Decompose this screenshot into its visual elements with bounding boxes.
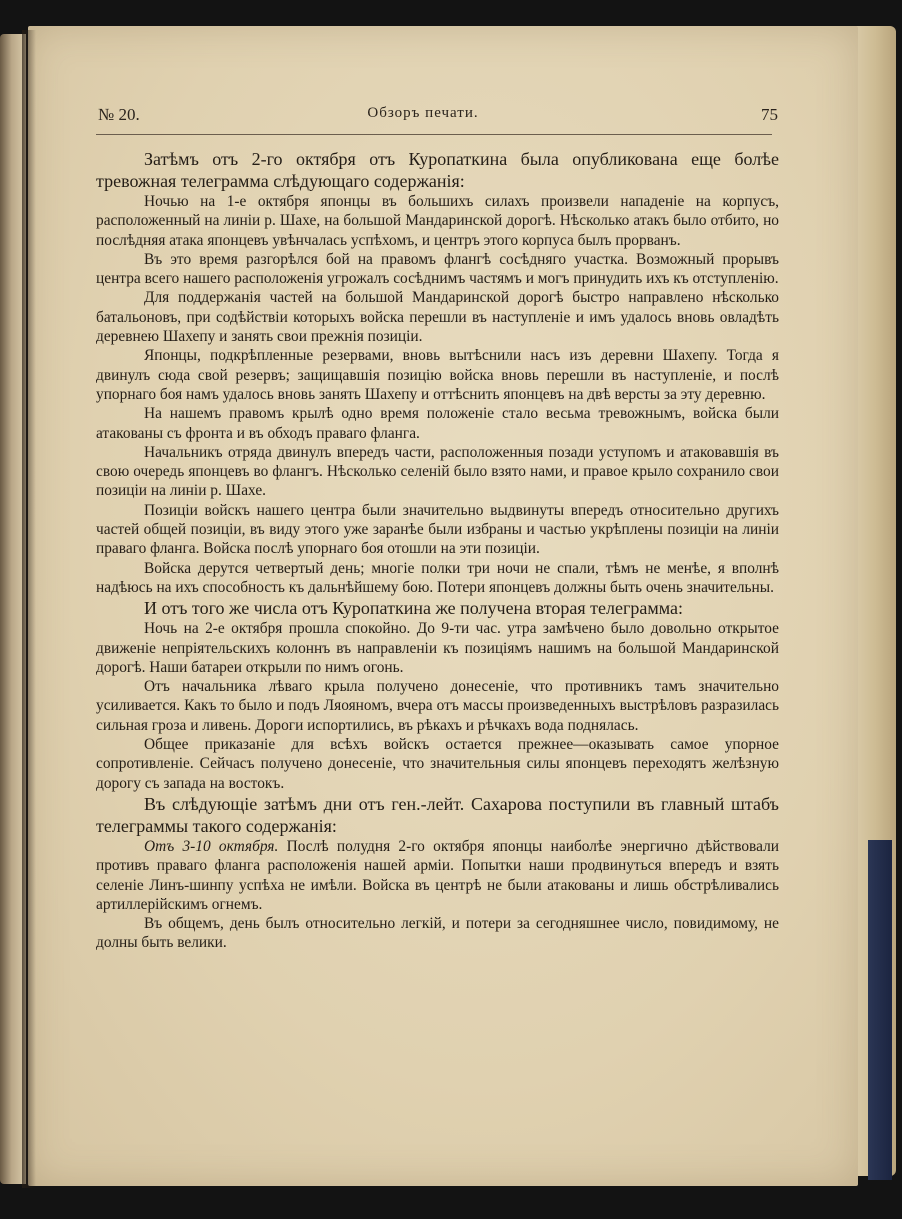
telegram-paragraph: На нашемъ правомъ крылѣ одно время положеніе стало весьма тревожнымъ, войска были атакованы съ фронта и въ обходъ праваго фланга. (96, 405, 779, 442)
issue-number: № 20. (98, 105, 140, 124)
telegram-date: Отъ 3-10 октября. (144, 837, 279, 855)
telegram-paragraph: Для поддержанія частей на большой Мандаринской дорогѣ быстро направлено нѣсколько батальоновъ, при содѣйствіи которыхъ войска перешли въ наступленіе и имъ удалось вновь овладѣть деревнею Шахепу и занять свои прежнія позиціи. (96, 289, 779, 346)
telegram-paragraph: Въ это время разгорѣлся бой на правомъ флангѣ сосѣдняго участка. Возможный прорывъ центра всего нашего расположенія угрожалъ сосѣднимъ частямъ и могъ принудить ихъ къ отступленію. (96, 250, 779, 288)
paragraph-intro-1: Затѣмъ отъ 2-го октября отъ Куропаткина была опубликована еще болѣе тревожная телеграмма слѣдующаго содержанія: (96, 149, 779, 191)
article-body (96, 147, 779, 953)
paragraph-intro-2: И отъ того же числа отъ Куропаткина же получена вторая телеграмма: (144, 598, 683, 619)
telegram-paragraph: Японцы, подкрѣпленные резервами, вновь вытѣснили насъ изъ деревни Шахепу. Тогда я двинулъ сюда свой резервъ; защищавшія позицію войска вновь перешли въ наступленіе, и послѣ упорнаго боя намъ удалось вновь занять Шахепу и оттѣснить японцевъ на двѣ версты за эту деревню. (96, 347, 779, 403)
header-rule (96, 134, 772, 135)
book-cover-strip (868, 840, 892, 1180)
telegram-paragraph: Начальникъ отряда двинулъ впередъ части, расположенныя позади уступомъ и атаковавшія въ свою очередь японцевъ во флангъ. Нѣсколько селеній было взято нами, и правое крыло сохранило свои позиціи на линіи р. Шахе. (96, 443, 779, 500)
telegram-paragraph: Общее приказаніе для всѣхъ войскъ остается прежнее—оказывать самое упорное сопротивленіе. Сейчасъ получено донесеніе, что значительныя силы японцевъ переходятъ желѣзную дорогу съ запада на востокъ. (96, 736, 779, 792)
paragraph-intro-3: Въ слѣдующіе затѣмъ дни отъ ген.-лейт. Сахарова поступили въ главный штабъ телеграммы такого содержанія: (96, 793, 779, 836)
running-title: Обзоръ печати. (367, 105, 479, 121)
page-header (68, 84, 778, 124)
telegram-paragraph: Ночью на 1-е октября японцы въ большихъ силахъ произвели нападеніе на корпусъ, расположенный на линіи р. Шахе, на большой Мандаринской дорогѣ. Нѣсколько атакъ было отбито, но послѣдняя атака японцевъ увѣнчалась успѣхомъ, и центръ этого корпуса былъ прорванъ. (96, 193, 779, 249)
telegram-text: Послѣ полудня 2-го октября японцы наиболѣе энергично дѣйствовали противъ праваго фланга расположенія нашей арміи. Попытки наши продвинуться впередъ и взять селеніе Линъ-шинпу успѣха не имѣли. Войска въ центрѣ не были атакованы и лишь обстрѣливались артиллерійскимъ огнемъ. (96, 837, 780, 913)
telegram-paragraph: Отъ начальника лѣваго крыла получено донесеніе, что противникъ тамъ значительно усиливается. Какъ то было и подъ Ляояномъ, вчера отъ массы произведенныхъ выстрѣловъ разразилась сильная гроза и ливень. Дороги испортились, въ рѣкахъ и рѣчкахъ вода поднялась. (96, 678, 779, 734)
gutter-shadow (22, 30, 36, 1188)
page-number: 75 (761, 105, 778, 124)
dated-telegram-paragraph (96, 837, 779, 914)
telegram-paragraph: Позиціи войскъ нашего центра были значительно выдвинуты впередъ относительно другихъ частей общей позиціи, въ виду этого уже заранѣе были избраны и частью укрѣплены позиціи на линіи праваго фланга. Войска послѣ упорнаго боя отошли на эти позиціи. (96, 501, 779, 558)
telegram-paragraph: Въ общемъ, день былъ относительно легкій, и потери за сегодняшнее число, повидимому, не долны быть велики. (96, 915, 779, 952)
telegram-paragraph: Ночь на 2-е октября прошла спокойно. До 9-ти час. утра замѣчено было довольно открытое движеніе непріятельскихъ колоннъ въ направленіи къ позиціямъ нашимъ на большой Мандаринской дорогѣ. Наши батареи открыли по нимъ огонь. (96, 620, 779, 676)
telegram-paragraph: Войска дерутся четвертый день; многіе полки три ночи не спали, тѣмъ не менѣе, я вполнѣ надѣюсь на ихъ способность къ дальнѣйшему бою. Потери японцевъ должны быть очень значительны. (96, 559, 779, 596)
